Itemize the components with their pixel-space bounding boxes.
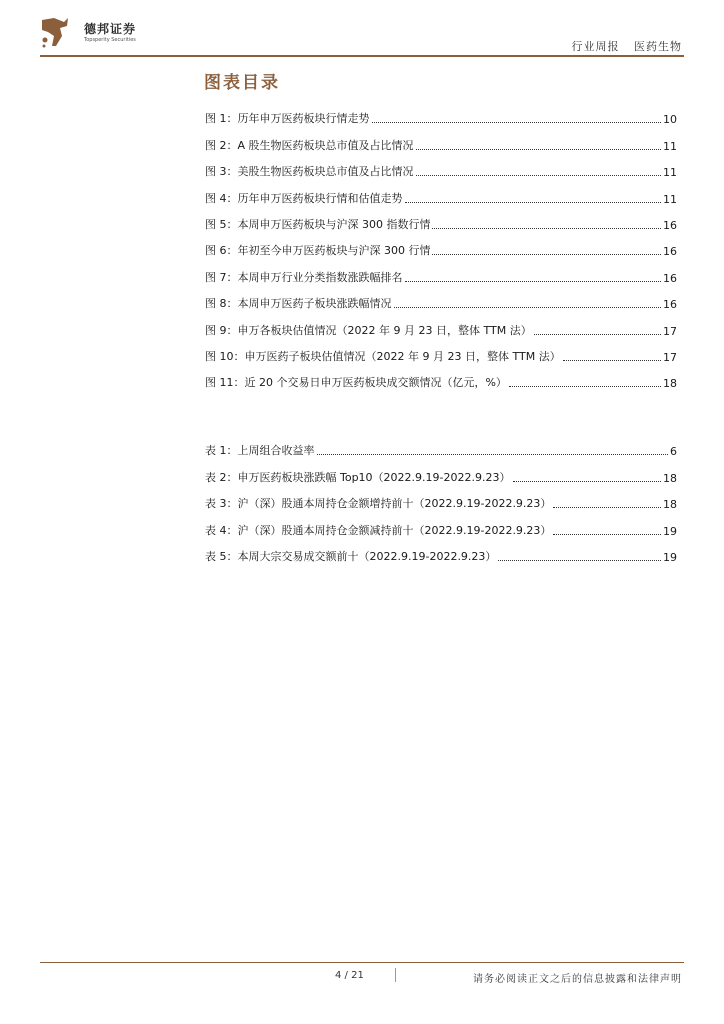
toc-entry-label: 图 11：近 20 个交易日申万医药板块成交额情况（亿元，%） [205,376,507,390]
toc-entry-page: 16 [663,298,677,312]
figure-toc-entry[interactable] [205,311,677,337]
toc-entry-page: 16 [663,271,677,285]
toc-entry-page: 18 [663,377,677,391]
toc-entry-page: 16 [663,218,677,232]
logo-text-cn: 德邦证券 [84,22,137,36]
table-toc-entry[interactable] [205,432,677,458]
disclaimer-note: 请务必阅读正文之后的信息披露和法律声明 [473,974,682,985]
table-toc-entry[interactable] [205,538,677,564]
figure-toc-entry[interactable] [205,338,677,364]
table-list [205,432,677,564]
toc-entry-label: 图 3：美股生物医药板块总市值及占比情况 [205,165,414,179]
header-divider [40,55,684,57]
toc-entry-page: 17 [663,324,677,338]
toc-leader-dots [553,507,661,508]
toc-entry-page: 18 [663,498,677,512]
toc-leader-dots [563,360,661,361]
toc-entry-label: 表 1：上周组合收益率 [205,444,315,458]
logo-mark-icon [40,16,70,48]
toc-leader-dots [317,454,669,455]
table-toc-entry[interactable] [205,485,677,511]
toc-entry-page: 16 [663,245,677,259]
toc-leader-dots [553,534,661,535]
toc-leader-dots [416,175,662,176]
toc-entry-label: 图 9：申万各板块估值情况（2022 年 9 月 23 日，整体 TTM 法） [205,323,532,337]
figure-toc-entry[interactable] [205,364,677,390]
figure-list [205,100,677,390]
toc-leader-dots [405,281,662,282]
figure-toc-entry[interactable] [205,206,677,232]
toc-leader-dots [513,481,662,482]
figure-toc-entry[interactable] [205,232,677,258]
page-number: 4 / 21 [335,970,364,981]
toc-entry-label: 图 2：A 股生物医药板块总市值及占比情况 [205,138,414,152]
figure-toc-entry[interactable] [205,179,677,205]
figure-toc-entry[interactable] [205,285,677,311]
company-logo [40,16,150,50]
toc-leader-dots [416,149,661,150]
table-toc-entry[interactable] [205,511,677,537]
toc-entry-page: 6 [670,445,677,459]
report-type-tag: 行业周报 [571,40,620,53]
toc-entry-page: 10 [663,113,677,127]
toc-leader-dots [498,560,661,561]
toc-entry-page: 19 [663,550,677,564]
toc-entry-page: 11 [663,139,677,153]
header-tags [562,38,683,54]
toc-entry-page: 11 [663,192,677,206]
industry-tag: 医药生物 [634,40,682,53]
toc-entry-page: 18 [663,471,677,485]
toc-leader-dots [405,202,662,203]
toc-entry-label: 表 2：申万医药板块涨跌幅 Top10（2022.9.19-2022.9.23） [205,470,511,484]
toc-entry-label: 表 5：本周大宗交易成交额前十（2022.9.19-2022.9.23） [205,549,497,563]
toc-entry-label: 图 6：年初至今申万医药板块与沪深 300 行情 [205,244,431,258]
toc-leader-dots [394,307,662,308]
toc-leader-dots [534,334,661,335]
toc-leader-dots [432,254,661,255]
toc-entry-label: 图 1：历年申万医药板块行情走势 [205,112,370,126]
toc-entry-label: 图 8：本周申万医药子板块涨跌幅情况 [205,297,392,311]
figure-toc-entry[interactable] [205,126,677,152]
toc-entry-page: 11 [663,166,677,180]
toc-entry-label: 表 4：沪（深）股通本周持仓金额减持前十（2022.9.19-2022.9.23） [205,523,552,537]
toc-leader-dots [509,386,661,387]
figure-toc-entry[interactable] [205,100,677,126]
toc-leader-dots [372,122,662,123]
footer-separator [395,968,396,982]
toc-entry-label: 图 7：本周申万行业分类指数涨跌幅排名 [205,270,403,284]
toc-entry-page: 19 [663,524,677,538]
toc-entry-page: 17 [663,350,677,364]
toc-entry-label: 图 5：本周申万医药板块与沪深 300 指数行情 [205,217,431,231]
logo-text-en: Topsperity Securities [84,37,136,43]
footer-divider [40,962,684,963]
section-title: 图表目录 [204,73,280,93]
toc-entry-label: 表 3：沪（深）股通本周持仓金额增持前十（2022.9.19-2022.9.23） [205,497,552,511]
figure-toc-entry[interactable] [205,258,677,284]
toc-entry-label: 图 4：历年申万医药板块行情和估值走势 [205,191,403,205]
toc-entry-label: 图 10：申万医药子板块估值情况（2022 年 9 月 23 日，整体 TTM 法） [205,349,561,363]
figure-toc-entry[interactable] [205,153,677,179]
table-toc-entry[interactable] [205,458,677,484]
toc-leader-dots [432,228,661,229]
